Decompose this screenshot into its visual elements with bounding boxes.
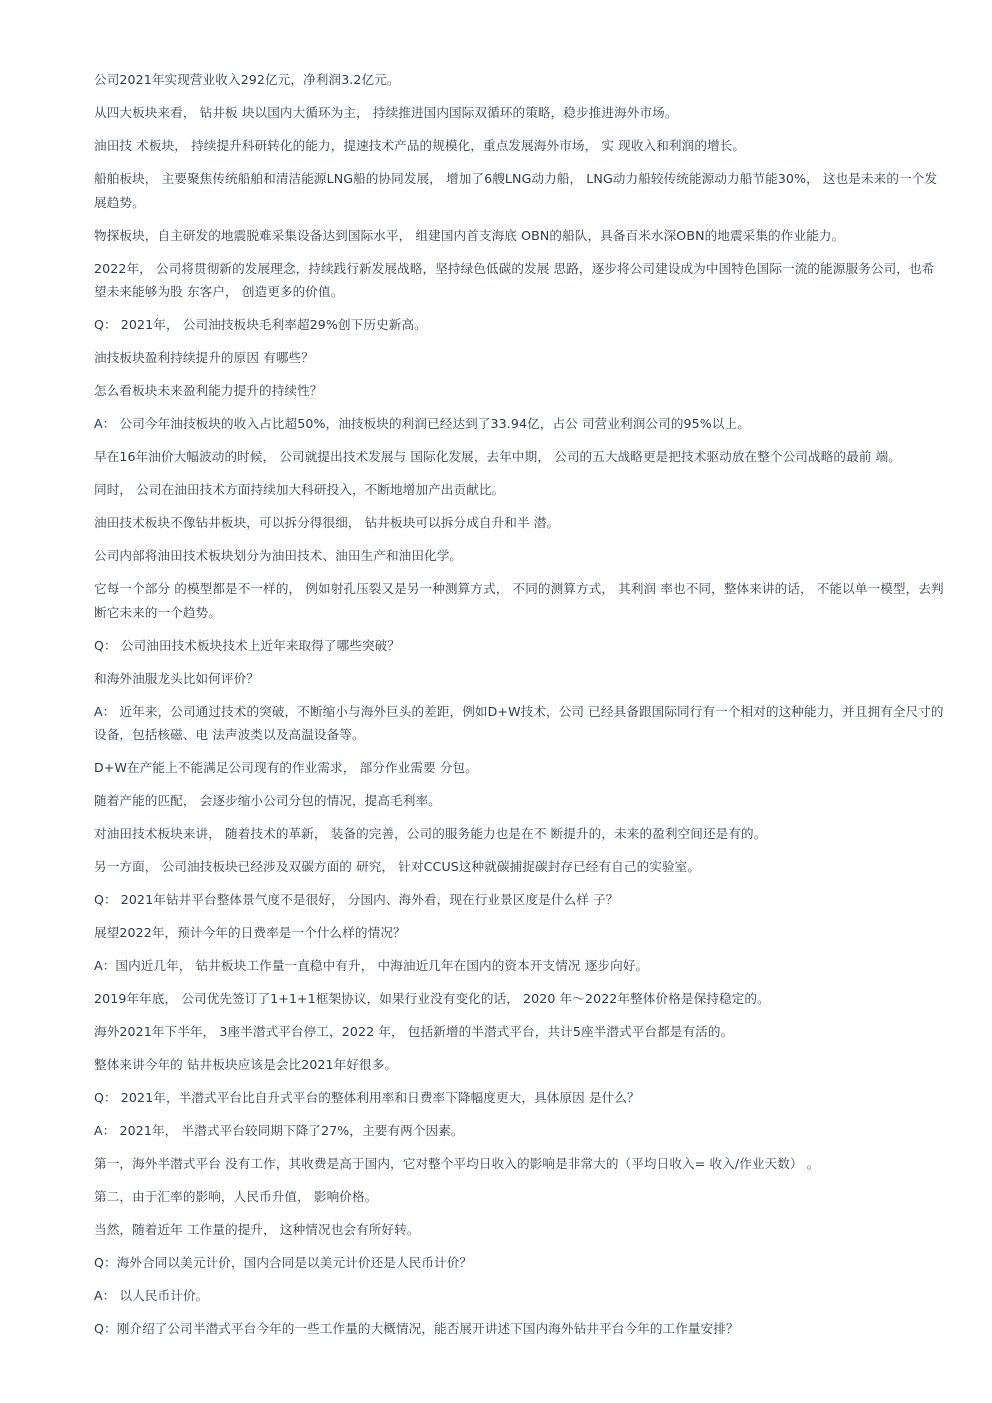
question-paragraph: Q： 公司油田技术板块技术上近年来取得了哪些突破？ xyxy=(94,637,401,653)
question-paragraph: Q： 2021年，半潜式平台比自升式平台的整体利用率和日费率下降幅度更大，具体原因 是什么？ xyxy=(94,1090,640,1105)
question-paragraph: Q： 2021年钻井平台整体景气度不是很好， 分国内、海外看，现在行业景区度是什么样 子？ xyxy=(94,892,619,907)
paragraph: D+W在产能上不能满足公司现有的作业需求， 部分作业需要 分包。 xyxy=(94,760,478,775)
answer-paragraph: A： 近年来，公司通过技术的突破，不断缩小与海外巨头的差距，例如D+W技术，公司 已经具备跟国际同行有一个相对的这种能力，并且拥有全尺寸的设备，包括核磁、电 法声波类以及高温设备等。 xyxy=(94,703,944,742)
paragraph: 船舶板块， 主要聚焦传统船舶和清洁能源LNG船的协同发展， 增加了6艘LNG动力船， LNG动力船较传统能源动力船节能30%， 这也是未来的一个发 展趋势。 xyxy=(94,171,938,210)
paragraph: 公司内部将油田技术板块划分为油田技术、油田生产和油田化学。 xyxy=(94,548,463,563)
paragraph: 2019年年底， 公司优先签订了1+1+1框架协议，如果行业没有变化的话， 2020 年～2022年整体价格是保持稳定的。 xyxy=(94,991,770,1006)
paragraph: 早在16年油价大幅波动的时候， 公司就提出技术发展与 国际化发展，去年中期， 公司的五大战略更是把技术驱动放在整个公司战略的最前 端。 xyxy=(94,449,901,464)
paragraph: 物探板块，自主研发的地震脱难采集设备达到国际水平， 组建国内首支海底 OBN的船队，具备百米水深OBN的地震采集的作业能力。 xyxy=(94,227,845,243)
paragraph: 公司2021年实现营业收入292亿元，净利润3.2亿元。 xyxy=(94,72,400,87)
answer-paragraph: A： 2021年， 半潜式平台较同期下降了27%，主要有两个因素。 xyxy=(94,1123,464,1138)
answer-paragraph: A：国内近几年， 钻井板块工作量一直稳中有升， 中海油近几年在国内的资本开支情况 逐步向好。 xyxy=(94,958,649,973)
paragraph: 2022年， 公司将贯彻新的发展理念，持续践行新发展战略，坚持绿色低碳的发展 思路，逐步将公司建设成为中国特色国际一流的能源服务公司，也希望未来能够为股 东客户， 创造更多的价值。 xyxy=(94,260,935,299)
paragraph: 它每一个部分 的模型都是不一样的， 例如射孔压裂又是另一种测算方式， 不同的测算方式， 其利润 率也不同，整体来讲的话， 不能以单一模型，去判断它未来的一个趋势。 xyxy=(94,581,944,620)
paragraph: 油田技 术板块， 持续提升科研转化的能力，提速技术产品的规模化，重点发展海外市场， 实 现收入和利润的增长。 xyxy=(94,138,746,153)
paragraph: 和海外油服龙头比如何评价？ xyxy=(94,670,260,686)
paragraph: 怎么看板块未来盈利能力提升的持续性？ xyxy=(94,383,323,398)
question-paragraph: Q： 2021年， 公司油技板块毛利率超29%创下历史新高。 xyxy=(94,317,427,332)
paragraph: 随着产能的匹配， 会逐步缩小公司分包的情况，提高毛利率。 xyxy=(94,793,441,808)
question-paragraph: Q：刚介绍了公司半潜式平台今年的一些工作量的大概情况，能否展开讲述下国内海外钻井平台今年的工作量安排？ xyxy=(94,1321,739,1336)
paragraph: 第一，海外半潜式平台 没有工作，其收费是高于国内，它对整个平均日收入的影响是非常大的（平均日收入= 收入/作业天数） 。 xyxy=(94,1156,820,1171)
document-body xyxy=(94,68,946,1350)
paragraph: 油技板块盈利持续提升的原因 有哪些？ xyxy=(94,350,314,365)
paragraph: 当然，随着近年 工作量的提升， 这种情况也会有所好转。 xyxy=(94,1222,420,1237)
paragraph: 从四大板块来看， 钻井板 块以国内大循环为主， 持续推进国内国际双循环的策略，稳步推进海外市场。 xyxy=(94,105,678,120)
paragraph: 展望2022年，预计今年的日费率是一个什么样的情况？ xyxy=(94,925,406,940)
paragraph: 海外2021年下半年， 3座半潜式平台停工，2022 年， 包括新增的半潜式平台，共计5座半潜式平台都是有活的。 xyxy=(94,1024,734,1039)
paragraph: 第二，由于汇率的影响，人民币升值， 影响价格。 xyxy=(94,1189,378,1204)
question-paragraph: Q：海外合同以美元计价，国内合同是以美元计价还是人民币计价？ xyxy=(94,1255,473,1270)
answer-paragraph: A： 公司今年油技板块的收入占比超50%，油技板块的利润已经达到了33.94亿，占公 司营业利润公司的95%以上。 xyxy=(94,416,750,431)
paragraph: 对油田技术板块来讲， 随着技术的革新， 装备的完善，公司的服务能力也是在不 断提升的，未来的盈利空间还是有的。 xyxy=(94,826,767,841)
paragraph: 油田技术板块不像钻井板块，可以拆分得很细， 钻井板块可以拆分成自升和半 潜。 xyxy=(94,515,560,530)
answer-paragraph: A： 以人民币计价。 xyxy=(94,1288,209,1303)
paragraph: 同时， 公司在油田技术方面持续加大科研投入，不断地增加产出贡献比。 xyxy=(94,482,505,497)
paragraph: 整体来讲今年的 钻井板块应该是会比2021年好很多。 xyxy=(94,1057,398,1072)
paragraph: 另一方面， 公司油技板块已经涉及双碳方面的 研究， 针对CCUS这种就碳捕捉碳封存已经有自己的实验室。 xyxy=(94,859,701,874)
